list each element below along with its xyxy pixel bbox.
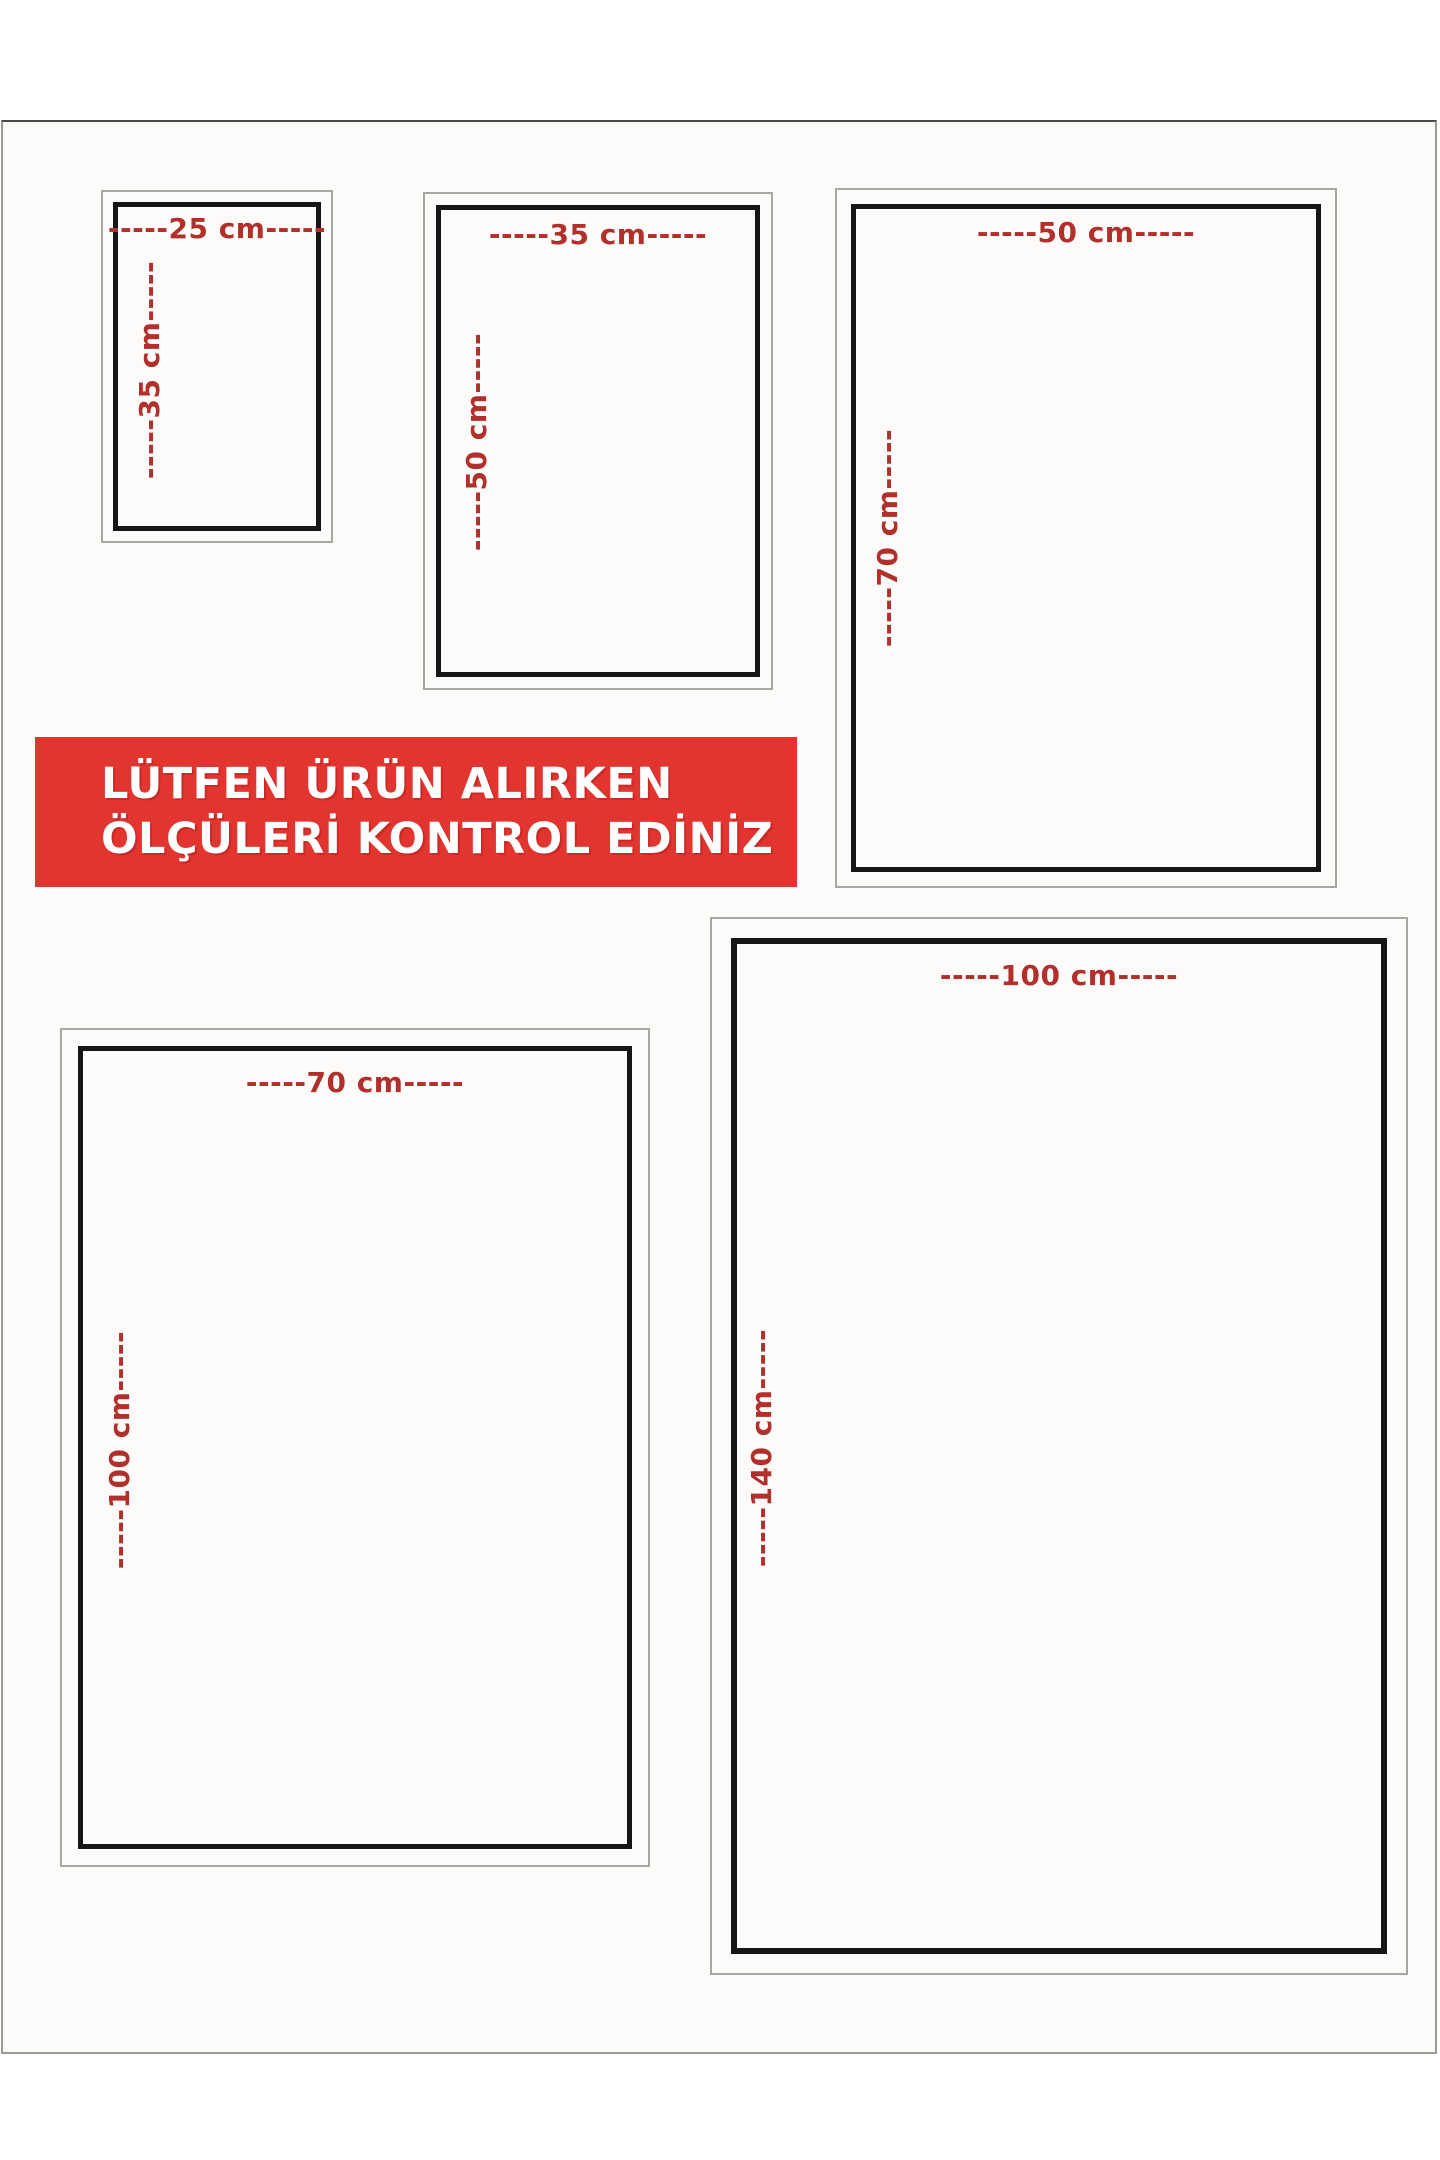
- height-dimension-label: -----140 cm-----: [745, 1328, 778, 1568]
- size-box-70x100: [60, 1028, 650, 1867]
- height-dimension-label: -----50 cm-----: [460, 332, 493, 552]
- width-dimension-label: -----100 cm-----: [939, 959, 1179, 992]
- width-dimension-label: -----25 cm-----: [107, 212, 327, 245]
- width-dimension-label: -----35 cm-----: [488, 218, 708, 251]
- width-dimension-label: -----70 cm-----: [245, 1066, 465, 1099]
- size-box-50x70: [835, 188, 1337, 888]
- width-dimension-label: -----50 cm-----: [976, 216, 1196, 249]
- warning-banner-line-2: ÖLÇÜLERİ KONTROL EDİNİZ: [101, 814, 774, 864]
- size-box-35x50: [423, 192, 773, 690]
- size-rect-100x140: [731, 938, 1387, 1954]
- size-rect-50x70: [851, 204, 1321, 872]
- height-dimension-label: -----35 cm-----: [133, 260, 166, 480]
- size-rect-70x100: [78, 1046, 632, 1849]
- warning-banner-line-1: LÜTFEN ÜRÜN ALIRKEN: [101, 758, 673, 809]
- height-dimension-label: -----70 cm-----: [871, 428, 904, 648]
- warning-banner: [35, 737, 797, 887]
- size-box-25x35: [101, 190, 333, 543]
- height-dimension-label: -----100 cm-----: [103, 1330, 136, 1570]
- size-box-100x140: [710, 917, 1408, 1975]
